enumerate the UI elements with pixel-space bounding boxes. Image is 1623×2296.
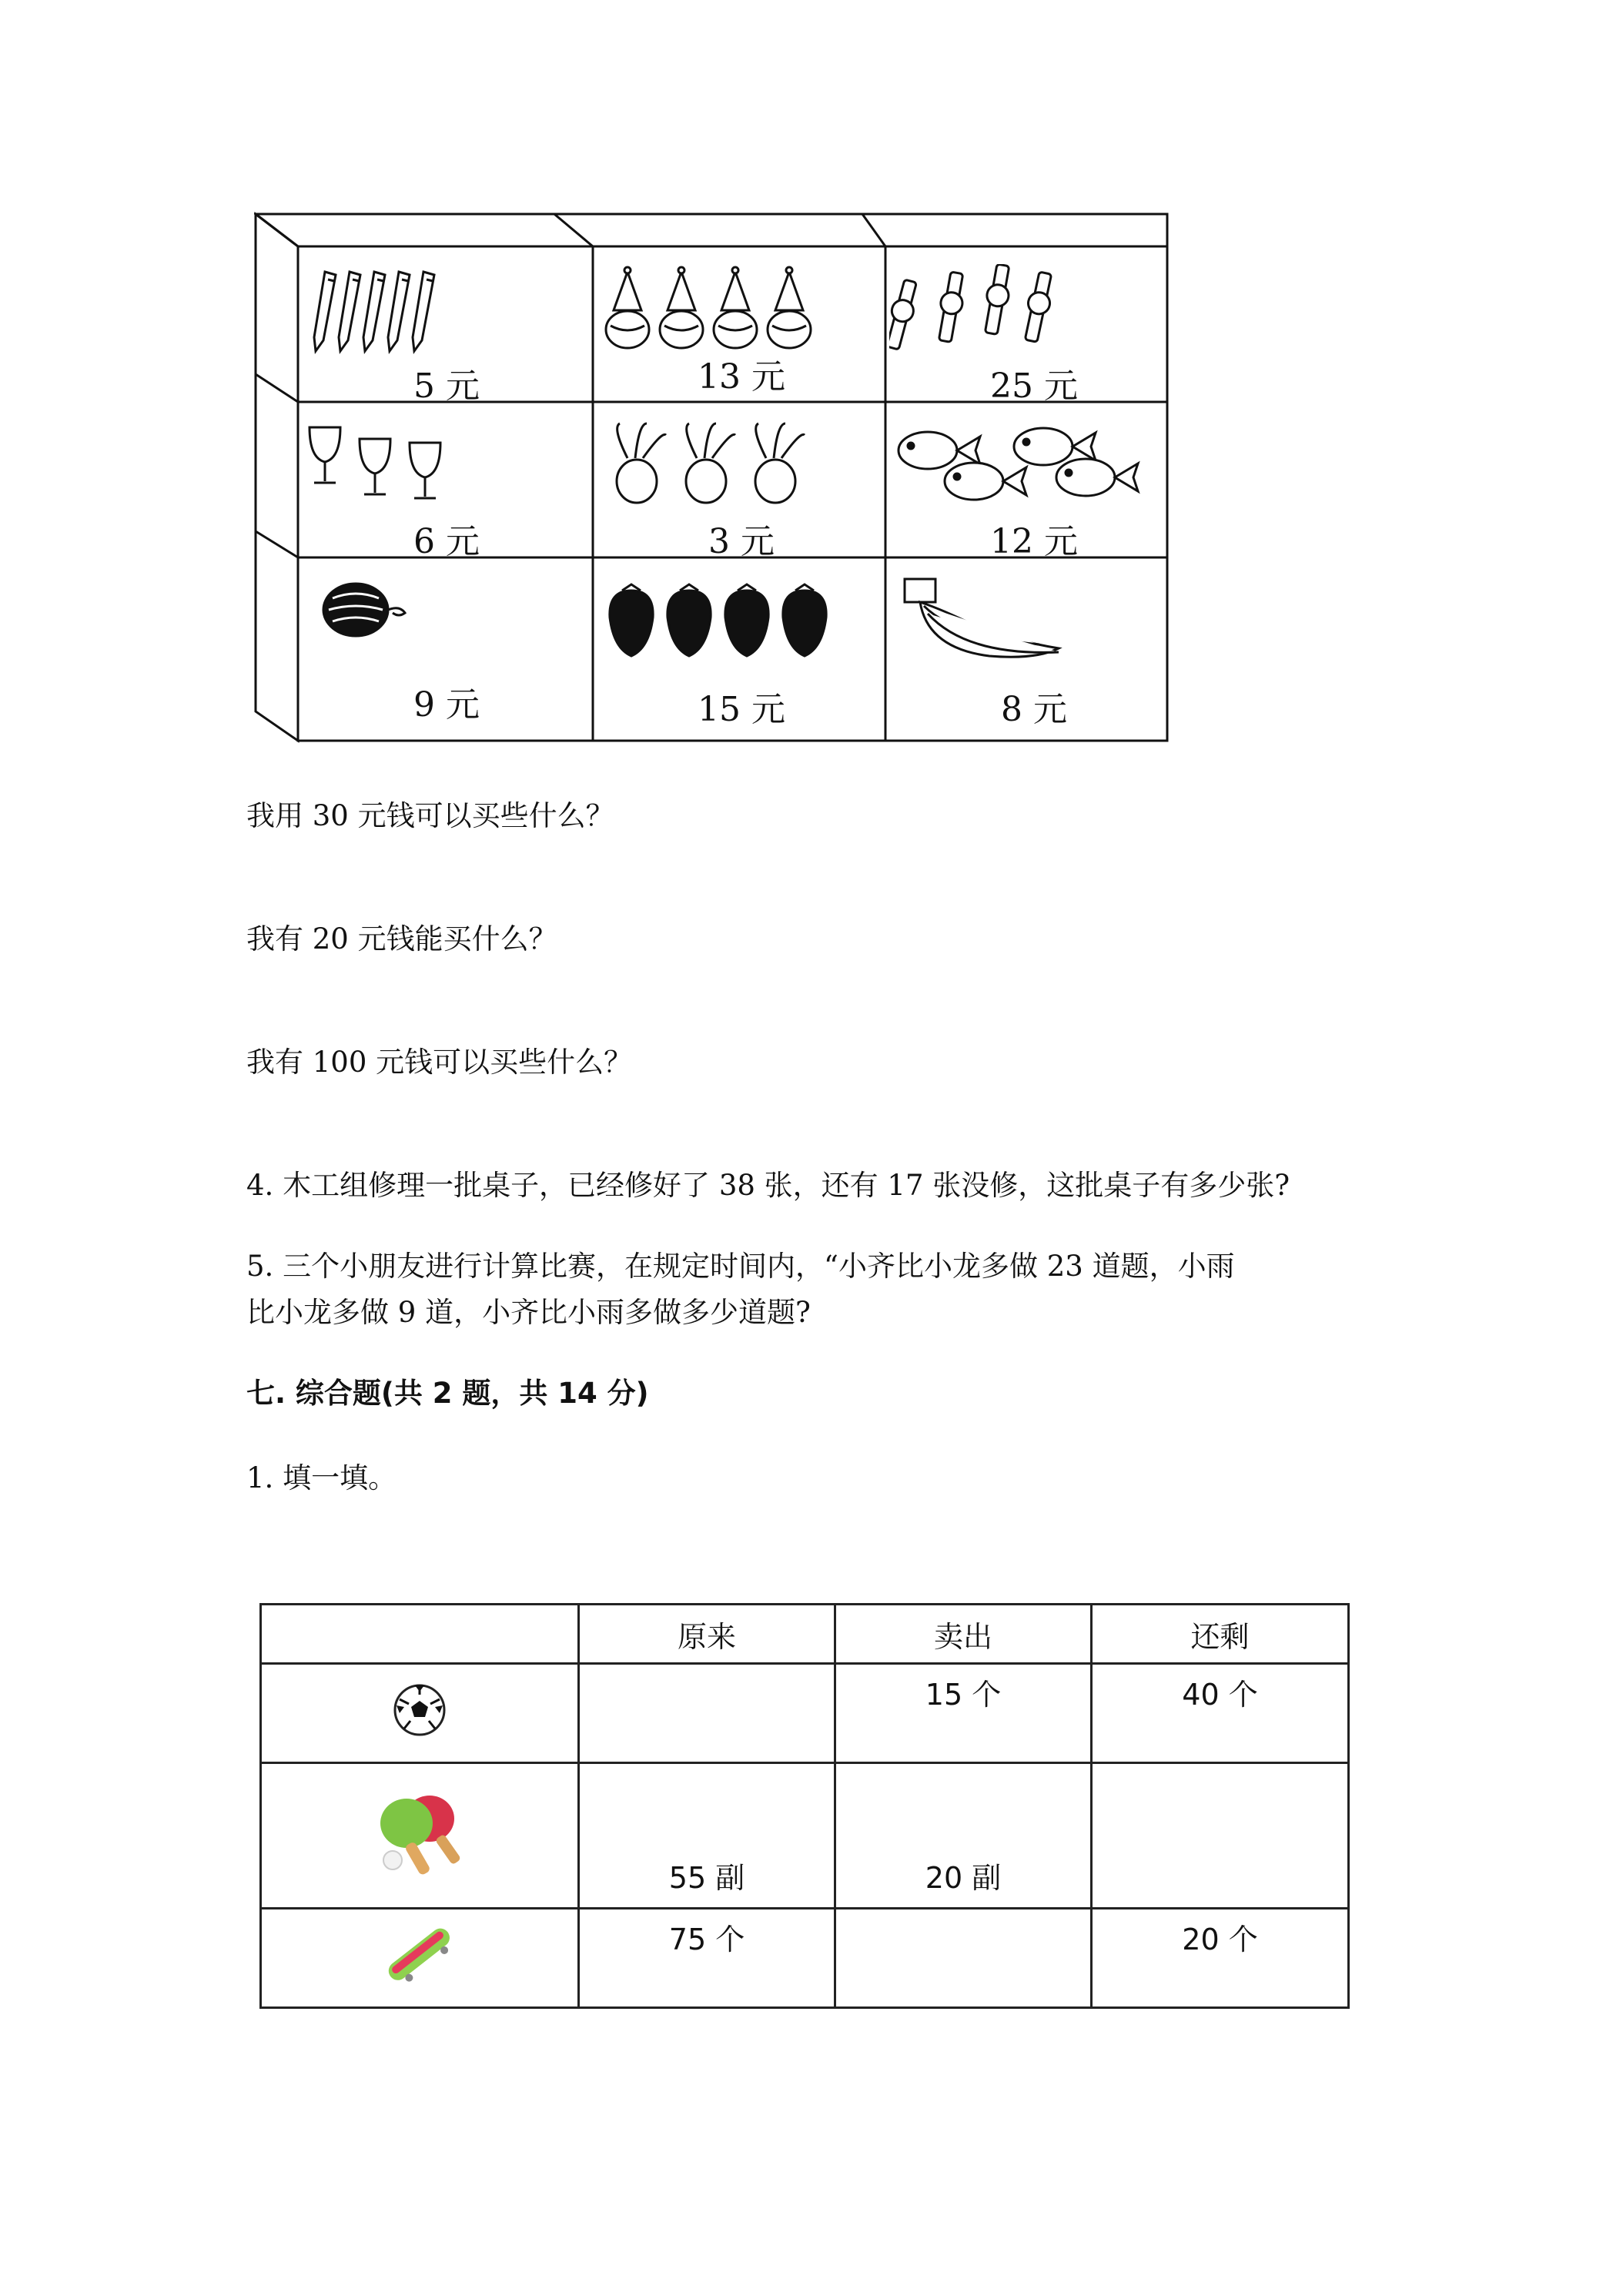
cell-original — [579, 1664, 835, 1763]
cell-sold: 20 副 — [835, 1763, 1092, 1909]
question-5-line1: 5. 三个小朋友进行计算比赛，在规定时间内，“小齐比小龙多做 23 道题，小雨 — [246, 1250, 1235, 1283]
fish-icon — [889, 420, 1179, 512]
question-5-line2: 比小龙多做 9 道，小齐比小雨多做多少道题? — [246, 1296, 811, 1329]
price-board — [254, 208, 1178, 747]
strawberries-icon — [597, 575, 886, 668]
ping-pong-paddles-icon — [370, 1852, 470, 1886]
board-cell-watermelon — [302, 561, 591, 725]
header-remaining: 还剩 — [1092, 1605, 1349, 1664]
pencils-icon — [302, 264, 591, 356]
cell-remaining — [1092, 1763, 1349, 1909]
cakes-icon — [597, 264, 886, 356]
cell-sold — [835, 1909, 1092, 2008]
row-icon-cell — [261, 1909, 579, 2008]
skateboard-icon — [377, 1963, 462, 1996]
row-icon-cell — [261, 1763, 579, 1909]
cell-original: 55 副 — [579, 1763, 835, 1909]
price-label: 12 元 — [990, 522, 1078, 561]
table-row — [261, 1664, 1349, 1763]
board-cell-bananas — [889, 561, 1179, 729]
fill-table — [259, 1603, 1350, 2009]
section-title: 七. 综合题(共 2 题，共 14 分) — [246, 1377, 649, 1410]
soccer-ball-icon — [392, 1711, 447, 1745]
price-label: 6 元 — [413, 522, 480, 561]
question-4: 4. 木工组修理一批桌子，已经修好了 38 张，还有 17 张没修，这批桌子有多少张? — [246, 1169, 1290, 1202]
header-original: 原来 — [579, 1605, 835, 1664]
price-label: 9 元 — [413, 685, 480, 725]
question-100-yuan: 我有 100 元钱可以买些什么？ — [246, 1046, 633, 1079]
board-cell-pencils — [302, 250, 591, 410]
price-label: 8 元 — [1001, 690, 1067, 729]
header-sold: 卖出 — [835, 1605, 1092, 1664]
price-label: 5 元 — [413, 366, 480, 406]
price-label: 15 元 — [698, 690, 785, 729]
watermelon-icon — [302, 575, 591, 668]
board-cell-strawberries — [597, 561, 886, 729]
question-30-yuan: 我用 30 元钱可以买些什么？ — [246, 799, 614, 832]
bananas-icon — [889, 575, 1179, 668]
board-cell-goblets — [302, 406, 591, 566]
cell-sold: 15 个 — [835, 1664, 1092, 1763]
header-blank — [261, 1605, 579, 1664]
price-label: 25 元 — [990, 366, 1078, 406]
cell-remaining: 40 个 — [1092, 1664, 1349, 1763]
sub-question-1: 1. 填一填。 — [246, 1461, 397, 1494]
board-cell-radishes — [597, 406, 886, 566]
table-row — [261, 1763, 1349, 1909]
watches-icon — [889, 264, 1179, 356]
price-label: 3 元 — [708, 522, 775, 561]
board-cell-cakes — [597, 250, 886, 410]
table-row — [261, 1909, 1349, 2008]
price-label: 13 元 — [698, 357, 785, 397]
question-20-yuan: 我有 20 元钱能买什么？ — [246, 922, 557, 956]
cell-remaining: 20 个 — [1092, 1909, 1349, 2008]
cell-original: 75 个 — [579, 1909, 835, 2008]
goblets-icon — [302, 420, 591, 512]
board-cell-fish — [889, 406, 1179, 566]
board-cell-watches — [889, 250, 1179, 410]
table-header-row — [261, 1605, 1349, 1664]
radishes-icon — [597, 420, 886, 512]
row-icon-cell — [261, 1664, 579, 1763]
